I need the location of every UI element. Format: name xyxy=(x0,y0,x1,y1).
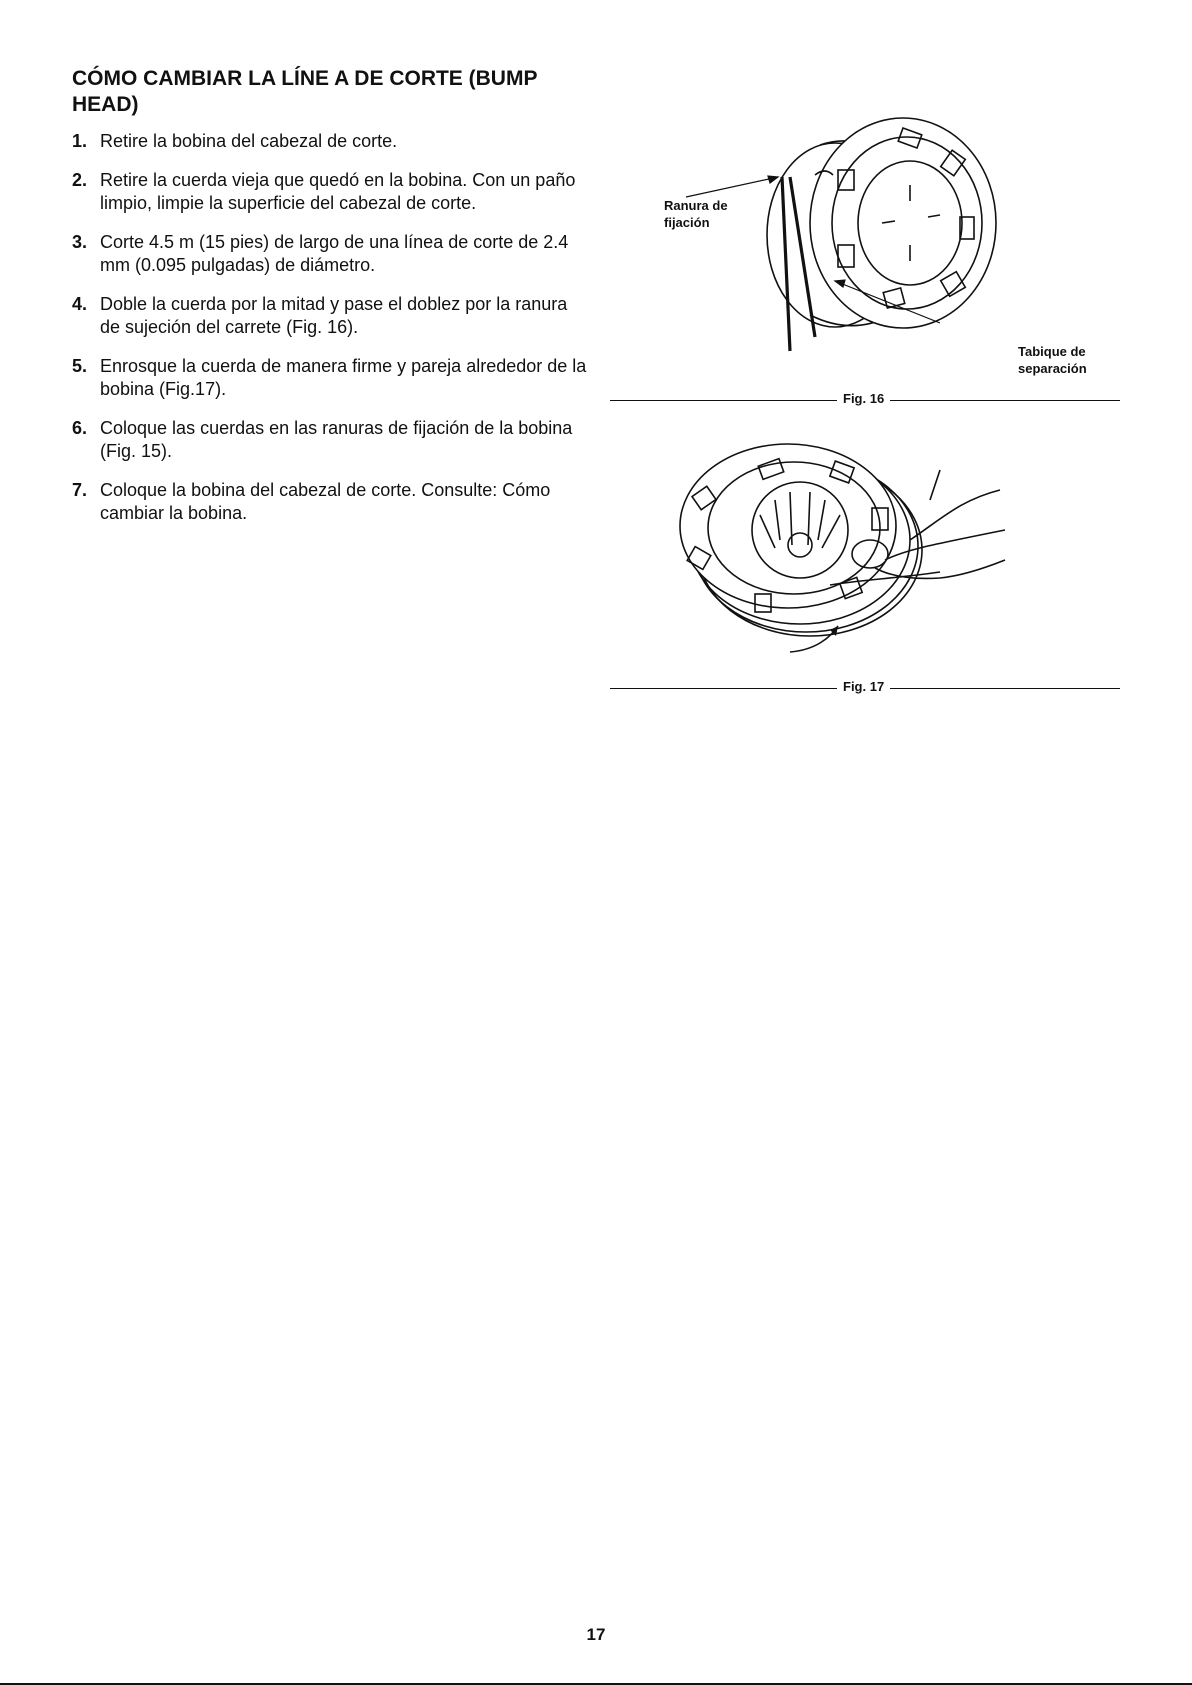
step-text: Retire la cuerda vieja que quedó en la bobina. Con un paño limpio, limpie la superficie del cabezal de corte. xyxy=(100,170,576,213)
step-text: Retire la bobina del cabezal de corte. xyxy=(100,131,398,151)
step-number: 5. xyxy=(72,356,88,376)
step-item xyxy=(72,293,592,339)
step-item xyxy=(72,479,592,525)
step-text: Coloque las cuerdas en las ranuras de fijación de la bobina (Fig. 15). xyxy=(100,418,573,461)
step-item xyxy=(72,130,592,153)
step-item xyxy=(72,417,592,463)
section-heading: CÓMO CAMBIAR LA LÍNE A DE CORTE (BUMP HEAD) xyxy=(72,67,538,116)
figure-caption: Fig. 17 xyxy=(837,679,890,694)
page-number: 17 xyxy=(586,1625,606,1644)
step-number: 4. xyxy=(72,294,88,314)
step-text: Doble la cuerda por la mitad y pase el doblez por la ranura de sujeción del carrete (Fig. 16). xyxy=(100,294,568,337)
step-item xyxy=(72,355,592,401)
step-number: 7. xyxy=(72,480,88,500)
step-number: 3. xyxy=(72,232,88,252)
step-item xyxy=(72,231,592,277)
instruction-steps xyxy=(72,130,592,541)
step-number: 2. xyxy=(72,170,88,190)
figure-16 xyxy=(610,105,1130,415)
winding-line-illustration xyxy=(610,430,1130,700)
step-number: 6. xyxy=(72,418,88,438)
step-text: Coloque la bobina del cabezal de corte. Consulte: Cómo cambiar la bobina. xyxy=(100,480,551,523)
step-item xyxy=(72,169,592,215)
step-number: 1. xyxy=(72,131,88,151)
figure-17 xyxy=(610,430,1130,700)
callout-tabique-de-separacion: Tabique de separación xyxy=(1018,344,1087,376)
step-text: Enrosque la cuerda de manera firme y pareja alrededor de la bobina (Fig.17). xyxy=(100,356,587,399)
callout-ranura-de-fijacion: Ranura de fijación xyxy=(664,198,728,230)
figure-caption: Fig. 16 xyxy=(837,391,890,406)
step-text: Corte 4.5 m (15 pies) de largo de una línea de corte de 2.4 mm (0.095 pulgadas) de diámetro. xyxy=(100,232,569,275)
